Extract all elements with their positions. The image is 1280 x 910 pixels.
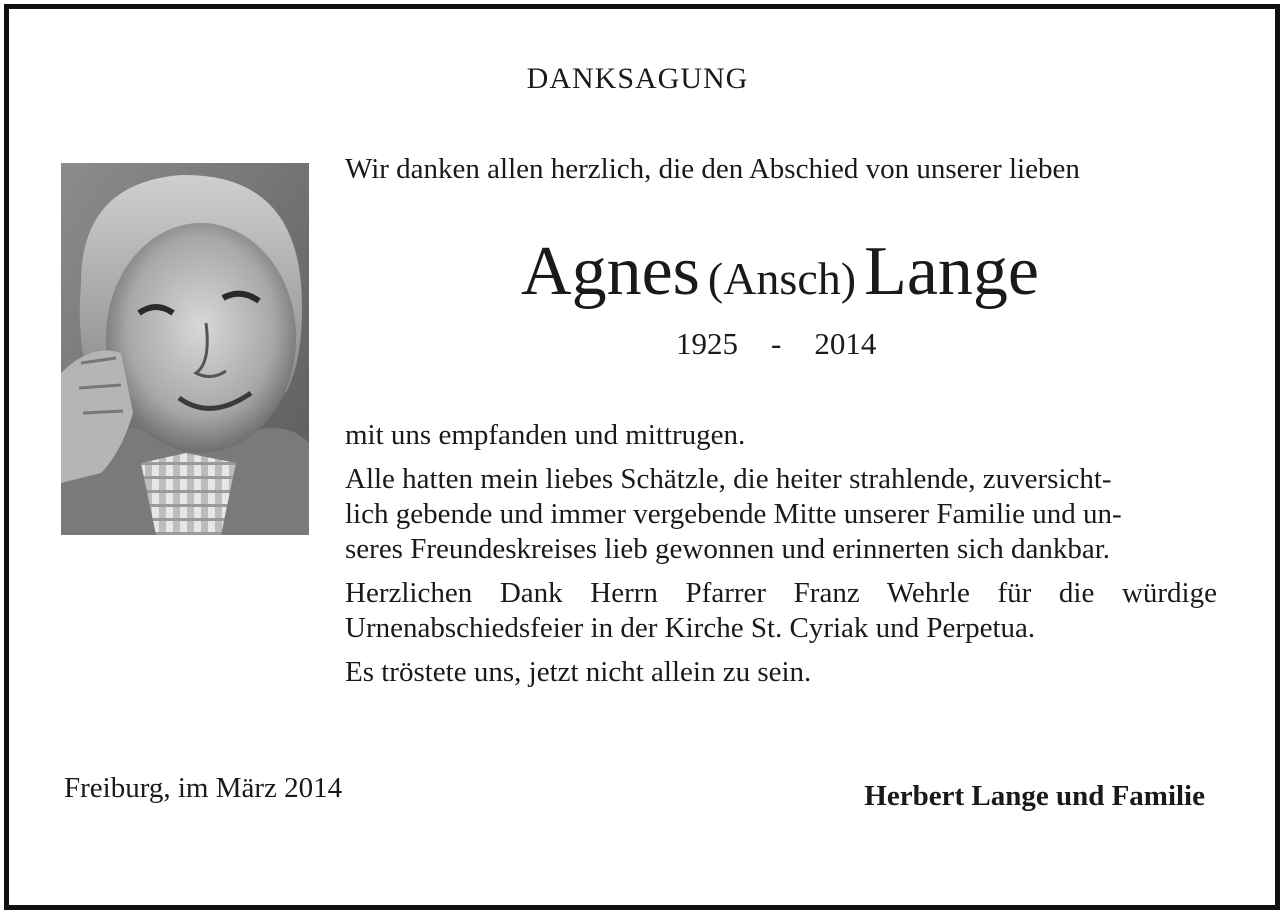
life-dates [676, 326, 876, 362]
year-separator: - [771, 326, 782, 361]
nickname: (Ansch) [707, 253, 857, 304]
last-name: Lange [864, 233, 1039, 310]
birth-year: 1925 [676, 326, 738, 361]
thanks-text [345, 418, 1217, 699]
portrait-photo [61, 163, 309, 535]
intro-line: Wir danken allen herzlich, die den Abschied von unserer lieben [345, 153, 1080, 185]
paragraph-3: Herzlichen Dank Herrn Pfarrer Franz Wehrle für die würdige Urnenabschiedsfeier in der Kirche St. Cyriak und Perpetua. [345, 577, 1217, 644]
paragraph-4: Es tröstete uns, jetzt nicht allein zu sein. [345, 656, 812, 688]
signature: Herbert Lange und Familie [864, 780, 1205, 812]
notice-heading: DANKSAGUNG [526, 62, 749, 95]
paragraph-1: mit uns empfanden und mittrugen. [345, 419, 746, 451]
portrait-image [61, 163, 309, 535]
death-year: 2014 [814, 326, 877, 361]
first-name: Agnes [521, 233, 700, 310]
place-date: Freiburg, im März 2014 [64, 772, 343, 804]
deceased-name [0, 232, 1280, 312]
paragraph-2: Alle hatten mein liebes Schätzle, die heiter strahlende, zuversicht- lich gebende und immer vergebende Mitte unserer Familie und un- seres Freundeskreises lieb gewonnen und erinnerten sich dankbar. [345, 463, 1122, 565]
